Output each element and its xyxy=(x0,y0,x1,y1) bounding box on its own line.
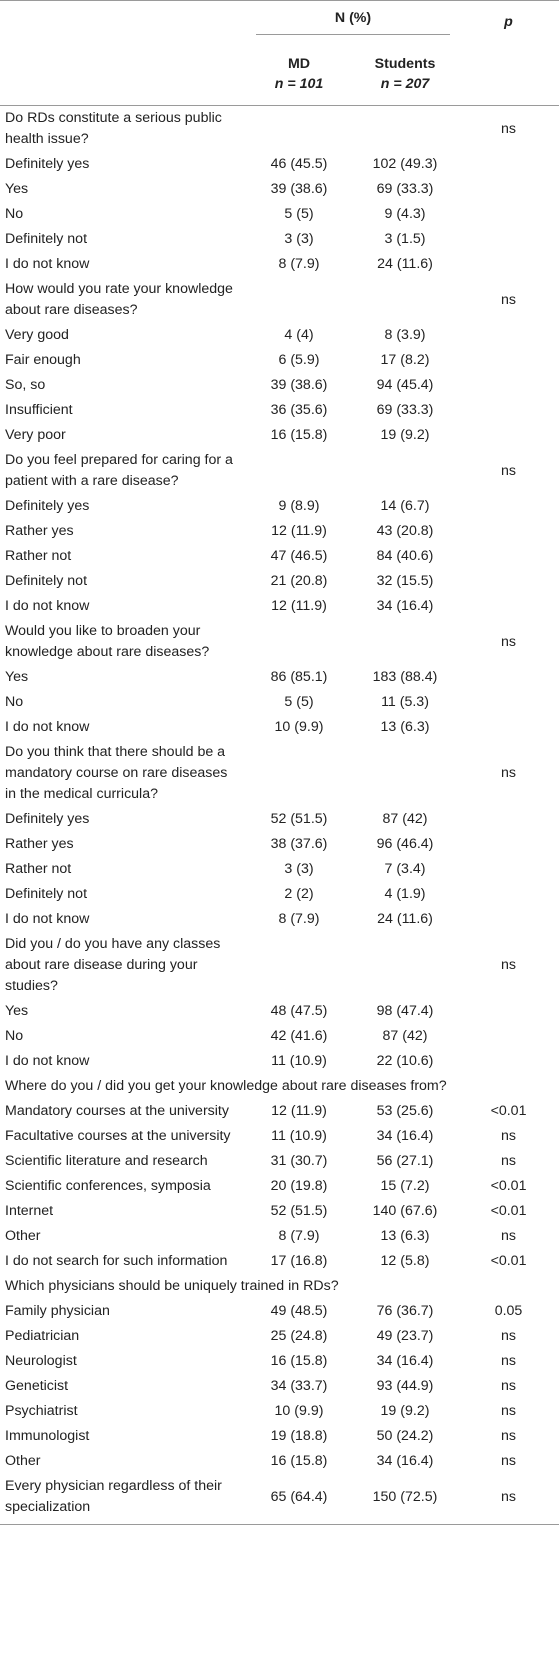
students-value: 34 (16.4) xyxy=(376,1453,434,1469)
students-value: 50 (24.2) xyxy=(376,1428,434,1444)
p-value xyxy=(458,373,559,398)
md-value: 52 (51.5) xyxy=(270,811,328,827)
p-value xyxy=(458,519,559,544)
p-value: ns xyxy=(458,1474,559,1525)
p-value xyxy=(458,594,559,619)
students-value: 49 (23.7) xyxy=(376,1328,434,1344)
students-value: 3 (1.5) xyxy=(384,231,426,247)
table-row xyxy=(0,1349,559,1374)
students-value: 56 (27.1) xyxy=(376,1153,434,1169)
row-label: Insufficient xyxy=(5,402,73,418)
table-row xyxy=(0,1224,559,1249)
students-header xyxy=(352,43,458,106)
p-header: p xyxy=(458,1,559,44)
md-value: 4 (4) xyxy=(284,327,314,343)
md-value: 16 (15.8) xyxy=(270,1453,328,1469)
table-row xyxy=(0,177,559,202)
md-value: 21 (20.8) xyxy=(270,573,328,589)
table-row xyxy=(0,1099,559,1124)
md-value: 49 (48.5) xyxy=(270,1303,328,1319)
table-row xyxy=(0,1424,559,1449)
row-label: Definitely not xyxy=(5,573,88,589)
row-label: Family physician xyxy=(5,1303,110,1319)
row-label: Definitely yes xyxy=(5,811,90,827)
md-value xyxy=(246,740,352,807)
table-row xyxy=(0,398,559,423)
table-row xyxy=(0,519,559,544)
p-value: ns xyxy=(501,765,516,781)
p-value xyxy=(458,544,559,569)
students-value: 98 (47.4) xyxy=(376,1003,434,1019)
students-value: 15 (7.2) xyxy=(380,1178,430,1194)
table-row xyxy=(0,106,559,153)
md-value: 20 (19.8) xyxy=(270,1178,328,1194)
p-value xyxy=(458,252,559,277)
row-label: So, so xyxy=(5,377,46,393)
table-row xyxy=(0,1024,559,1049)
students-value: 19 (9.2) xyxy=(380,427,430,443)
row-label: Every physician regardless of their specialization xyxy=(0,1474,246,1525)
md-value: 17 (16.8) xyxy=(270,1253,328,1269)
table-row xyxy=(0,1174,559,1199)
row-label: Would you like to broaden your knowledge about rare diseases? xyxy=(5,623,210,660)
md-value: 10 (9.9) xyxy=(274,1403,324,1419)
p-value: ns xyxy=(501,1453,516,1469)
md-value: 48 (47.5) xyxy=(270,1003,328,1019)
table-row xyxy=(0,1249,559,1274)
students-value: 24 (11.6) xyxy=(377,911,433,927)
md-value: 38 (37.6) xyxy=(270,836,328,852)
p-value: ns xyxy=(501,462,516,479)
p-value xyxy=(458,398,559,423)
table-row xyxy=(0,1374,559,1399)
students-value: 9 (4.3) xyxy=(384,206,426,222)
table-row xyxy=(0,544,559,569)
n-pct-header: N (%) xyxy=(256,10,450,35)
md-value: 46 (45.5) xyxy=(270,156,328,172)
row-label: Definitely yes xyxy=(5,498,90,514)
p-value xyxy=(458,715,559,740)
md-value: 12 (11.9) xyxy=(271,1103,327,1119)
students-value: 32 (15.5) xyxy=(376,573,434,589)
md-value: 5 (5) xyxy=(284,206,314,222)
students-value: 87 (42) xyxy=(382,1028,428,1044)
p-value xyxy=(458,323,559,348)
students-value: 13 (6.3) xyxy=(380,1228,430,1244)
p-value: <0.01 xyxy=(490,1103,527,1119)
row-label: Yes xyxy=(5,1003,29,1019)
md-value: 3 (3) xyxy=(284,861,314,877)
p-value: ns xyxy=(501,1353,516,1369)
md-value: 8 (7.9) xyxy=(278,911,320,927)
md-value: 39 (38.6) xyxy=(270,181,328,197)
row-label: I do not search for such information xyxy=(5,1253,228,1269)
md-value xyxy=(246,932,352,999)
row-label: No xyxy=(5,694,24,710)
students-value: 4 (1.9) xyxy=(384,886,426,902)
p-value: ns xyxy=(501,957,516,973)
students-value xyxy=(352,106,458,153)
p-value xyxy=(458,665,559,690)
header-empty-cell xyxy=(0,1,246,44)
row-label: Rather yes xyxy=(5,836,74,852)
students-value: 22 (10.6) xyxy=(376,1053,434,1069)
md-value xyxy=(246,448,352,494)
table-row xyxy=(0,1299,559,1324)
p-value: ns xyxy=(501,1378,516,1394)
row-label: Scientific conferences, symposia xyxy=(5,1178,211,1194)
p-value: ns xyxy=(501,1428,516,1444)
md-value: 5 (5) xyxy=(284,694,314,710)
table-row xyxy=(0,1274,559,1299)
md-header-name: MD xyxy=(287,56,311,72)
md-value: 31 (30.7) xyxy=(270,1153,328,1169)
p-value xyxy=(458,152,559,177)
p-value xyxy=(458,202,559,227)
row-label: Pediatrician xyxy=(5,1328,80,1344)
table-row xyxy=(0,1449,559,1474)
table-row xyxy=(0,1149,559,1174)
table-row xyxy=(0,594,559,619)
table-row xyxy=(0,907,559,932)
row-label: Very good xyxy=(5,327,69,343)
table-row xyxy=(0,227,559,252)
students-header-name: Students xyxy=(374,56,436,72)
p-value xyxy=(458,832,559,857)
p-value xyxy=(458,1024,559,1049)
header-empty-cell xyxy=(458,43,559,106)
table-row xyxy=(0,252,559,277)
students-value xyxy=(352,932,458,999)
row-label: Which physicians should be uniquely trained in RDs? xyxy=(5,1278,339,1294)
table-row xyxy=(0,1124,559,1149)
md-value xyxy=(246,277,352,323)
students-value: 8 (3.9) xyxy=(384,327,426,343)
p-value: <0.01 xyxy=(490,1253,527,1269)
table-row xyxy=(0,569,559,594)
students-value: 19 (9.2) xyxy=(380,1403,430,1419)
p-value xyxy=(458,423,559,448)
students-value: 94 (45.4) xyxy=(376,377,434,393)
md-value: 12 (11.9) xyxy=(271,598,327,614)
p-value: ns xyxy=(501,1153,516,1169)
row-label: Other xyxy=(5,1453,41,1469)
md-value: 11 (10.9) xyxy=(271,1053,327,1069)
row-label: Internet xyxy=(5,1203,54,1219)
md-value: 39 (38.6) xyxy=(270,377,328,393)
row-label: Fair enough xyxy=(5,352,81,368)
table-row xyxy=(0,1399,559,1424)
row-label: Rather not xyxy=(5,548,72,564)
md-header-n: n = 101 xyxy=(274,76,324,92)
students-value: 11 (5.3) xyxy=(381,694,429,710)
table-row xyxy=(0,448,559,494)
row-label: How would you rate your knowledge about rare diseases? xyxy=(5,281,233,318)
table-row xyxy=(0,1324,559,1349)
table-row xyxy=(0,277,559,323)
p-value: ns xyxy=(501,633,516,650)
students-value xyxy=(352,740,458,807)
p-value: <0.01 xyxy=(490,1178,527,1194)
p-value xyxy=(458,569,559,594)
p-value xyxy=(458,690,559,715)
p-value xyxy=(458,999,559,1024)
table-row xyxy=(0,832,559,857)
table-row xyxy=(0,1049,559,1074)
students-value: 24 (11.6) xyxy=(377,256,433,272)
md-value: 6 (5.9) xyxy=(278,352,320,368)
table-row xyxy=(0,494,559,519)
p-value xyxy=(458,882,559,907)
row-label: Other xyxy=(5,1228,41,1244)
p-value xyxy=(458,1049,559,1074)
n-pct-header-cell xyxy=(246,1,458,44)
students-header-n: n = 207 xyxy=(380,76,430,92)
table-row xyxy=(0,323,559,348)
row-label: I do not know xyxy=(5,719,90,735)
md-value: 16 (15.8) xyxy=(270,427,328,443)
p-value: ns xyxy=(501,1403,516,1419)
table-row xyxy=(0,1074,559,1099)
row-label: Rather not xyxy=(5,861,72,877)
table-row xyxy=(0,882,559,907)
table-row xyxy=(0,740,559,807)
md-value xyxy=(246,619,352,665)
md-value xyxy=(246,106,352,153)
md-value: 11 (10.9) xyxy=(271,1128,327,1144)
row-label: Definitely not xyxy=(5,231,88,247)
table-row xyxy=(0,152,559,177)
p-value: ns xyxy=(501,1328,516,1344)
p-value xyxy=(458,494,559,519)
p-value xyxy=(458,177,559,202)
md-value: 9 (8.9) xyxy=(278,498,320,514)
students-value xyxy=(352,619,458,665)
students-value: 53 (25.6) xyxy=(376,1103,434,1119)
md-value: 3 (3) xyxy=(284,231,314,247)
row-label: Psychiatrist xyxy=(5,1403,78,1419)
md-value: 8 (7.9) xyxy=(278,1228,320,1244)
md-value: 16 (15.8) xyxy=(270,1353,328,1369)
table-row xyxy=(0,423,559,448)
row-label: Geneticist xyxy=(5,1378,69,1394)
md-value: 10 (9.9) xyxy=(274,719,324,735)
students-value xyxy=(352,448,458,494)
md-value: 65 (64.4) xyxy=(246,1474,352,1525)
table-row xyxy=(0,807,559,832)
row-label: No xyxy=(5,1028,24,1044)
students-value: 76 (36.7) xyxy=(376,1303,434,1319)
table-row xyxy=(0,999,559,1024)
table-row xyxy=(0,1199,559,1224)
md-value: 19 (18.8) xyxy=(270,1428,328,1444)
row-label: Where do you / did you get your knowledge about rare diseases from? xyxy=(5,1078,447,1094)
p-value xyxy=(458,857,559,882)
students-value xyxy=(352,277,458,323)
students-value: 84 (40.6) xyxy=(376,548,434,564)
table-body xyxy=(0,106,559,1525)
md-value: 42 (41.6) xyxy=(270,1028,328,1044)
students-value: 87 (42) xyxy=(382,811,428,827)
students-value: 17 (8.2) xyxy=(380,352,430,368)
p-value: ns xyxy=(501,291,516,308)
table-row xyxy=(0,932,559,999)
md-value: 8 (7.9) xyxy=(278,256,320,272)
students-value: 69 (33.3) xyxy=(376,181,434,197)
row-label: Rather yes xyxy=(5,523,74,539)
students-value: 34 (16.4) xyxy=(376,1128,434,1144)
row-label: Yes xyxy=(5,669,29,685)
md-header xyxy=(246,43,352,106)
row-label: Neurologist xyxy=(5,1353,77,1369)
row-label: Facultative courses at the university xyxy=(5,1128,231,1144)
md-value: 12 (11.9) xyxy=(271,523,327,539)
table-row xyxy=(0,619,559,665)
students-value: 150 (72.5) xyxy=(352,1474,458,1525)
row-label: Yes xyxy=(5,181,29,197)
p-value xyxy=(458,227,559,252)
row-label: Immunologist xyxy=(5,1428,90,1444)
students-value: 96 (46.4) xyxy=(376,836,434,852)
students-value: 7 (3.4) xyxy=(384,861,426,877)
table-header xyxy=(0,1,559,106)
students-value: 34 (16.4) xyxy=(376,1353,434,1369)
header-empty-cell xyxy=(0,43,246,106)
p-value: 0.05 xyxy=(494,1303,523,1319)
students-value: 13 (6.3) xyxy=(380,719,430,735)
row-label: Do you feel prepared for caring for a patient with a rare disease? xyxy=(5,452,233,489)
table-row xyxy=(0,665,559,690)
p-value xyxy=(458,907,559,932)
md-value: 34 (33.7) xyxy=(270,1378,328,1394)
row-label: Do you think that there should be a mandatory course on rare diseases in the medical curricula? xyxy=(5,744,228,802)
p-value: <0.01 xyxy=(490,1203,527,1219)
md-value: 25 (24.8) xyxy=(270,1328,328,1344)
table-row xyxy=(0,715,559,740)
p-value: ns xyxy=(501,120,516,137)
table-row xyxy=(0,1474,559,1525)
students-value: 93 (44.9) xyxy=(376,1378,434,1394)
p-value: ns xyxy=(501,1128,516,1144)
row-label: I do not know xyxy=(5,911,90,927)
row-label: I do not know xyxy=(5,256,90,272)
md-value: 52 (51.5) xyxy=(270,1203,328,1219)
row-label: Very poor xyxy=(5,427,66,443)
p-value xyxy=(458,348,559,373)
row-label: Definitely yes xyxy=(5,156,90,172)
row-label: Do RDs constitute a serious public health issue? xyxy=(5,110,222,147)
table-row xyxy=(0,857,559,882)
md-value: 86 (85.1) xyxy=(270,669,328,685)
students-value: 140 (67.6) xyxy=(372,1203,438,1219)
row-label: I do not know xyxy=(5,1053,90,1069)
table-row xyxy=(0,348,559,373)
p-value xyxy=(458,807,559,832)
table-row xyxy=(0,373,559,398)
students-value: 34 (16.4) xyxy=(376,598,434,614)
row-label: Scientific literature and research xyxy=(5,1153,208,1169)
table-row xyxy=(0,202,559,227)
row-label: Did you / do you have any classes about rare disease during your studies? xyxy=(5,936,221,994)
students-value: 14 (6.7) xyxy=(380,498,430,514)
md-value: 47 (46.5) xyxy=(270,548,328,564)
students-value: 183 (88.4) xyxy=(372,669,438,685)
row-label: I do not know xyxy=(5,598,90,614)
row-label: No xyxy=(5,206,24,222)
students-value: 102 (49.3) xyxy=(372,156,438,172)
row-label: Definitely not xyxy=(5,886,88,902)
students-value: 69 (33.3) xyxy=(376,402,434,418)
table-row xyxy=(0,690,559,715)
row-label: Mandatory courses at the university xyxy=(5,1103,229,1119)
students-value: 12 (5.8) xyxy=(380,1253,430,1269)
md-value: 2 (2) xyxy=(284,886,314,902)
students-value: 43 (20.8) xyxy=(376,523,434,539)
md-value: 36 (35.6) xyxy=(270,402,328,418)
p-value: ns xyxy=(501,1228,516,1244)
